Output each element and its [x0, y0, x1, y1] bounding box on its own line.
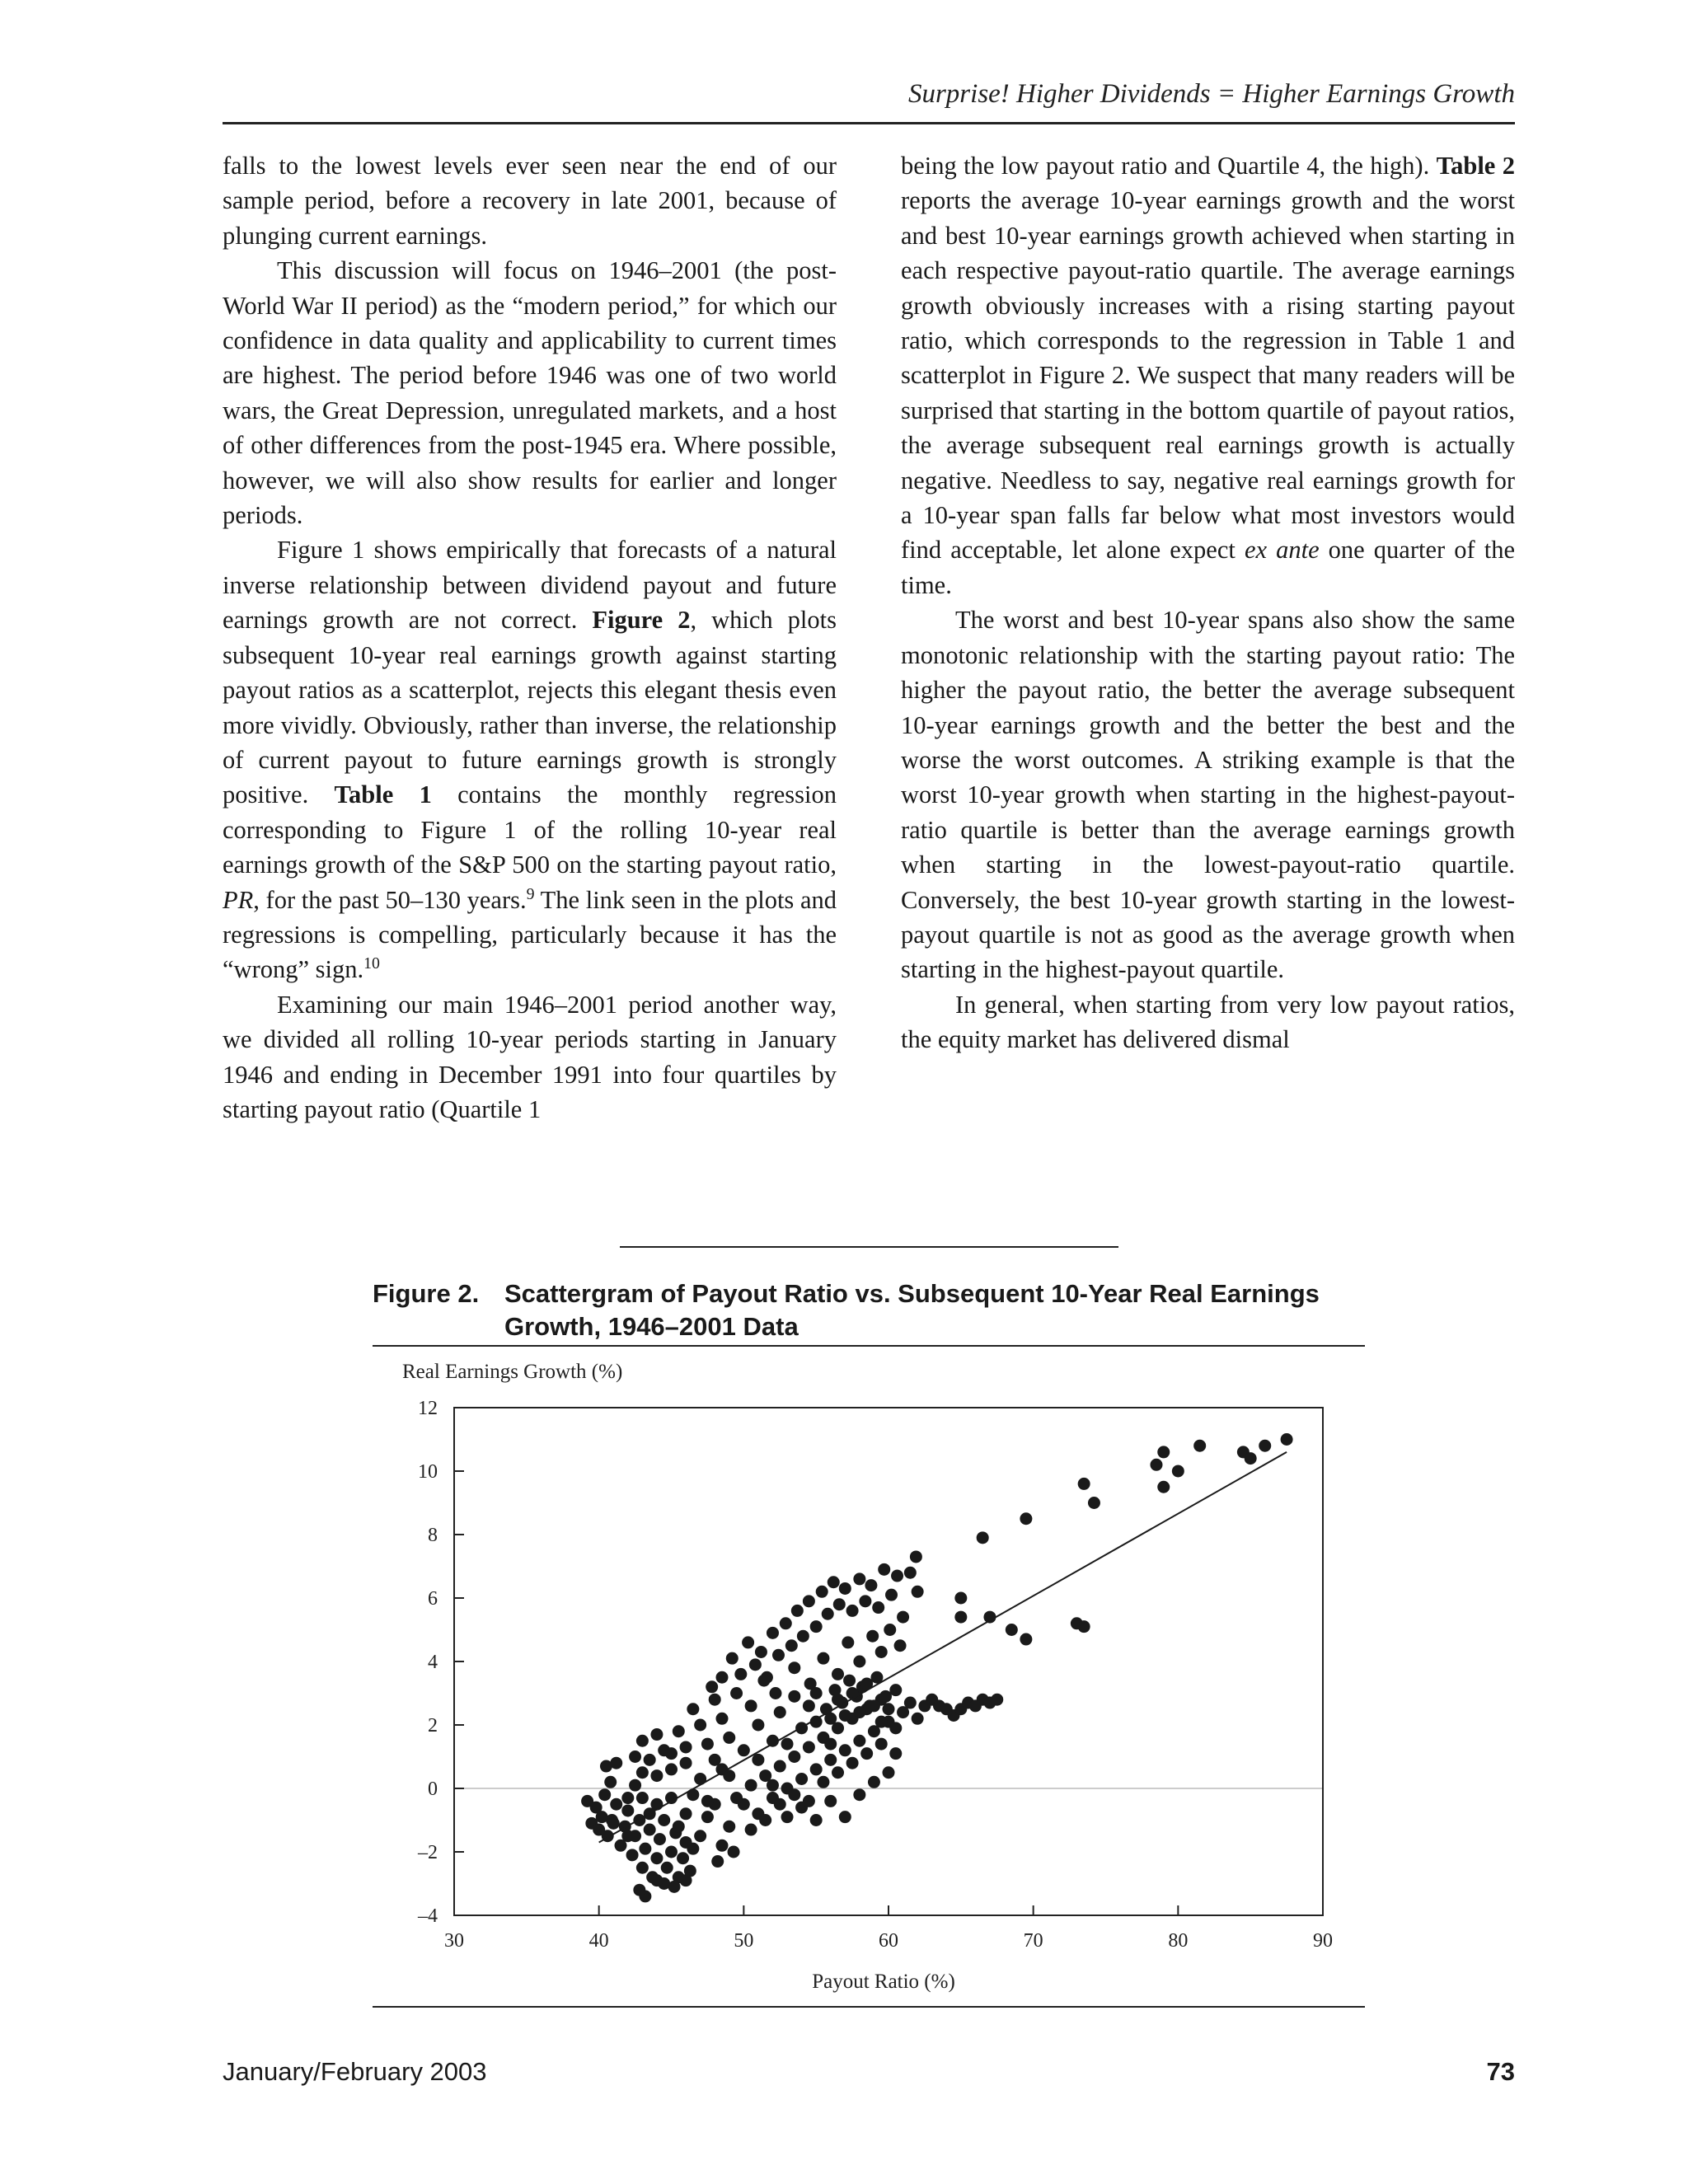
data-point: [859, 1595, 871, 1607]
figure-top-rule: [373, 1345, 1365, 1347]
data-point: [636, 1766, 649, 1779]
data-point: [769, 1687, 781, 1699]
data-point: [774, 1706, 786, 1718]
data-point: [885, 1589, 898, 1601]
data-point: [694, 1719, 706, 1732]
data-point: [673, 1821, 685, 1833]
data-point: [912, 1586, 924, 1598]
data-point: [822, 1608, 834, 1620]
y-tick-label: –4: [418, 1905, 438, 1927]
data-point: [715, 1713, 728, 1725]
data-point: [853, 1706, 865, 1718]
data-point: [853, 1572, 865, 1585]
data-point: [1078, 1478, 1090, 1490]
data-point: [694, 1830, 706, 1842]
data-point: [701, 1738, 714, 1750]
data-point: [665, 1763, 678, 1775]
x-tick-label: 70: [1023, 1930, 1043, 1952]
data-point: [607, 1817, 620, 1830]
data-point: [621, 1830, 634, 1842]
data-point: [621, 1792, 634, 1804]
data-point: [677, 1852, 689, 1864]
data-point: [803, 1595, 815, 1607]
data-point: [846, 1757, 859, 1769]
x-tick-label: 40: [588, 1930, 609, 1952]
data-point: [687, 1703, 699, 1715]
data-point: [665, 1846, 678, 1858]
data-point: [738, 1744, 750, 1756]
data-point: [680, 1807, 692, 1820]
data-point: [759, 1814, 771, 1826]
y-tick-label: –2: [418, 1842, 438, 1863]
paragraph: This discussion will focus on 1946–2001 (the post-World War II period) as the “modern period,” for which our confidence in data quality and applicability to current times are highest. The period before 1946 was one of two world wars, the Great Depression, unregulated markets, and a host of other differences from the post-1945 era. Where possible, however, we will also show results for earlier and longer periods.: [223, 256, 837, 530]
data-point: [781, 1738, 794, 1750]
data-point: [745, 1699, 757, 1712]
data-point: [644, 1754, 656, 1766]
figure-separator: [620, 1246, 1118, 1248]
data-point: [639, 1843, 651, 1855]
data-point: [650, 1852, 663, 1864]
running-head: Surprise! Higher Dividends = Higher Earnings Growth: [907, 79, 1515, 109]
y-tick-label: 12: [418, 1398, 438, 1419]
data-point: [889, 1722, 902, 1734]
data-point: [872, 1601, 884, 1614]
data-point: [860, 1747, 873, 1760]
x-tick-label: 30: [444, 1930, 464, 1952]
data-point: [715, 1840, 728, 1852]
data-point: [875, 1716, 888, 1728]
data-point: [883, 1703, 895, 1715]
data-point: [1078, 1620, 1090, 1633]
data-point: [797, 1630, 809, 1643]
data-point: [879, 1690, 892, 1703]
header-rule: [223, 122, 1515, 124]
data-point: [723, 1732, 735, 1744]
footnote-ref-9: 9: [526, 884, 535, 903]
footnote-ref-10: 10: [363, 954, 380, 973]
paragraph: being the low payout ratio and Quartile 4, the high). Table 2 reports the average 10-year earnings growth and the worst and best 10-year earnings growth achieved when starting in each respective payout-ratio quartile. The average earnings growth obviously increases with a rising starting payout ratio, which corresponds to the regression in Table 1 and scatterplot in Figure 2. We suspect that many readers will be surprised that starting in the bottom quartile of payout ratios, the average subsequent real earnings growth is actually negative. Needless to say, negative real earnings growth for a 10-year span falls far below what most investors would find acceptable, let alone expect ex ante one quarter of the time.: [901, 152, 1515, 599]
data-point: [828, 1576, 840, 1588]
data-point: [749, 1658, 762, 1671]
data-point: [791, 1605, 804, 1617]
figure-title-line1: Scattergram of Payout Ratio vs. Subsequent 10-Year Real Earnings: [504, 1279, 1320, 1308]
data-point: [839, 1811, 851, 1823]
data-point: [788, 1750, 800, 1763]
data-point: [910, 1550, 922, 1563]
data-point: [977, 1531, 989, 1544]
data-point: [774, 1760, 786, 1773]
data-point: [636, 1735, 649, 1747]
data-point: [687, 1843, 699, 1855]
data-point: [817, 1652, 829, 1665]
data-point: [868, 1776, 880, 1788]
data-point: [904, 1697, 917, 1709]
paragraph: falls to the lowest levels ever seen near the end of our sample period, before a recovery in late 2001, because of plunging current earnings.: [223, 152, 837, 250]
data-point: [833, 1598, 846, 1610]
data-point: [868, 1699, 880, 1712]
data-point: [781, 1811, 794, 1823]
data-point: [803, 1741, 815, 1753]
x-tick-label: 60: [879, 1930, 898, 1952]
data-point: [897, 1611, 909, 1624]
data-point: [723, 1821, 735, 1833]
data-point: [889, 1747, 902, 1760]
figure-bottom-rule: [373, 2006, 1365, 2008]
data-point: [810, 1620, 823, 1633]
data-point: [636, 1792, 649, 1804]
data-point: [875, 1646, 888, 1658]
data-point: [824, 1754, 837, 1766]
data-point: [774, 1798, 786, 1811]
data-point: [636, 1862, 649, 1874]
paragraph: In general, when starting from very low payout ratios, the equity market has delivered dismal: [901, 990, 1515, 1054]
data-point: [803, 1699, 815, 1712]
data-point: [680, 1741, 692, 1753]
paragraph: The worst and best 10-year spans also show the same monotonic relationship with the starting payout ratio: The higher the payout ratio, the better the average subsequent 10-year earnings growth and the better the best and the worse the worst outcomes. A striking example is that the worst 10-year growth when starting in the highest-payout-ratio quartile is better than the average earnings growth when starting in the lowest-payout-ratio quartile. Conversely, the best 10-year growth starting in the lowest-payout quartile is not as good as the average growth when starting in the highest-payout quartile.: [901, 606, 1515, 984]
data-point: [832, 1766, 844, 1779]
data-point: [865, 1579, 877, 1591]
data-point: [673, 1725, 685, 1737]
y-tick-label: 10: [418, 1461, 438, 1483]
paragraph: Figure 1 shows empirically that forecasts of a natural inverse relationship between dividend payout and future earnings growth are not correct. Figure 2, which plots subsequent 10-year real earnings growth against starting payout ratios as a scatterplot, rejects this elegant thesis even more vividly. Obviously, rather than inverse, the relationship of current payout to future earnings growth is strongly positive. Table 1 contains the monthly regression corresponding to Figure 1 of the rolling 10-year real earnings growth of the S&P 500 on the starting payout ratio, PR, for the past 50–130 years.$^9$ The link seen in the plots and regressions is compelling, particularly because it has the “wrong” sign.$^{10}$: [223, 536, 837, 984]
data-point: [803, 1795, 815, 1807]
y-tick-label: 0: [428, 1779, 438, 1800]
data-point: [687, 1788, 699, 1801]
x-axis-label: Payout Ratio (%): [812, 1971, 955, 1993]
data-point: [680, 1874, 692, 1886]
x-tick-label: 50: [734, 1930, 754, 1952]
data-point: [1259, 1440, 1271, 1452]
data-point: [709, 1694, 721, 1706]
paragraph: Examining our main 1946–2001 period another way, we divided all rolling 10-year periods starting in January 1946 and ending in December 1991 into four quartiles by starting payout ratio (Quartile 1: [223, 990, 837, 1123]
data-point: [904, 1567, 917, 1579]
data-point: [832, 1668, 844, 1680]
data-point: [757, 1675, 770, 1687]
data-point: [1172, 1465, 1184, 1478]
data-point: [701, 1811, 714, 1823]
data-point: [726, 1652, 738, 1665]
data-point: [610, 1757, 622, 1769]
data-point: [734, 1668, 747, 1680]
figure-title: [373, 1277, 1362, 1343]
x-tick-label: 90: [1313, 1930, 1333, 1952]
data-point: [742, 1636, 754, 1648]
data-point: [745, 1824, 757, 1836]
data-point: [875, 1738, 888, 1750]
footer-issue: January/February 2003: [223, 2057, 487, 2086]
body-column-left: [223, 148, 837, 1127]
data-point: [767, 1627, 779, 1639]
data-point: [866, 1630, 879, 1643]
table-2-reference: Table 2: [1436, 152, 1515, 180]
data-point: [788, 1690, 800, 1703]
scatter-chart: [373, 1352, 1365, 2003]
y-tick-label: 4: [428, 1652, 438, 1673]
data-point: [991, 1694, 1003, 1706]
data-point: [1150, 1459, 1162, 1471]
data-point: [891, 1570, 903, 1582]
data-point: [706, 1680, 718, 1693]
figure-2-reference: Figure 2: [592, 606, 691, 635]
y-tick-label: 8: [428, 1525, 438, 1546]
data-point: [810, 1814, 823, 1826]
data-point: [810, 1763, 823, 1775]
data-point: [780, 1617, 792, 1629]
data-point: [954, 1611, 967, 1624]
data-point: [715, 1671, 728, 1684]
data-point: [1020, 1512, 1032, 1525]
data-point: [752, 1754, 764, 1766]
data-point: [878, 1563, 890, 1576]
page-number: 73: [1486, 2057, 1515, 2086]
body-column-right: [901, 148, 1515, 1057]
data-point: [752, 1719, 764, 1732]
y-axis-label: Real Earnings Growth (%): [402, 1361, 623, 1383]
data-point: [853, 1735, 865, 1747]
data-point: [1157, 1446, 1170, 1458]
data-point: [843, 1675, 856, 1687]
data-point: [839, 1709, 851, 1722]
table-1-reference: Table 1: [334, 780, 432, 809]
data-point: [629, 1750, 641, 1763]
data-point: [817, 1776, 829, 1788]
data-point: [629, 1779, 641, 1792]
data-point: [604, 1776, 617, 1788]
data-point: [661, 1862, 673, 1874]
data-point: [883, 1766, 895, 1779]
data-point: [767, 1779, 779, 1792]
figure-label: Figure 2.: [373, 1279, 480, 1308]
plot-frame: [454, 1408, 1323, 1915]
data-point: [894, 1639, 907, 1652]
data-point: [824, 1738, 837, 1750]
data-point: [1006, 1624, 1018, 1636]
data-point: [621, 1804, 634, 1816]
data-point: [650, 1874, 663, 1886]
data-point: [1157, 1481, 1170, 1493]
data-point: [839, 1744, 851, 1756]
data-point: [610, 1798, 622, 1811]
data-point: [626, 1849, 639, 1861]
data-point: [912, 1713, 924, 1725]
data-point: [788, 1661, 800, 1674]
data-point: [842, 1636, 854, 1648]
data-point: [665, 1747, 678, 1760]
data-point: [1281, 1433, 1293, 1446]
data-point: [824, 1795, 837, 1807]
data-point: [650, 1769, 663, 1782]
data-point: [644, 1824, 656, 1836]
data-point: [755, 1646, 767, 1658]
data-point: [730, 1687, 743, 1699]
data-point: [1245, 1452, 1257, 1465]
data-point: [654, 1833, 666, 1845]
y-tick-label: 6: [428, 1588, 438, 1610]
data-point: [795, 1773, 808, 1785]
data-point: [730, 1792, 743, 1804]
data-point: [810, 1687, 823, 1699]
data-point: [846, 1605, 859, 1617]
x-tick-label: 80: [1168, 1930, 1189, 1952]
regression-line: [599, 1452, 1287, 1843]
data-point: [954, 1592, 967, 1605]
data-point: [728, 1846, 740, 1858]
data-point: [785, 1639, 798, 1652]
data-point: [650, 1728, 663, 1741]
data-point: [788, 1788, 800, 1801]
data-point: [633, 1884, 645, 1896]
data-point: [846, 1687, 859, 1699]
data-point: [1088, 1497, 1100, 1509]
data-point: [816, 1586, 828, 1598]
data-point: [853, 1788, 865, 1801]
figure-title-line2: Growth, 1946–2001 Data: [504, 1312, 799, 1341]
data-point: [680, 1757, 692, 1769]
data-point: [1193, 1440, 1206, 1452]
data-point: [772, 1649, 785, 1661]
data-point: [745, 1779, 757, 1792]
data-point: [598, 1788, 611, 1801]
data-point: [668, 1881, 681, 1893]
data-point: [1020, 1633, 1032, 1646]
data-point: [701, 1795, 714, 1807]
data-point: [839, 1582, 851, 1595]
data-point: [658, 1814, 670, 1826]
data-point: [853, 1656, 865, 1668]
data-point: [711, 1855, 724, 1868]
data-point: [884, 1624, 896, 1636]
y-tick-label: 2: [428, 1715, 438, 1736]
